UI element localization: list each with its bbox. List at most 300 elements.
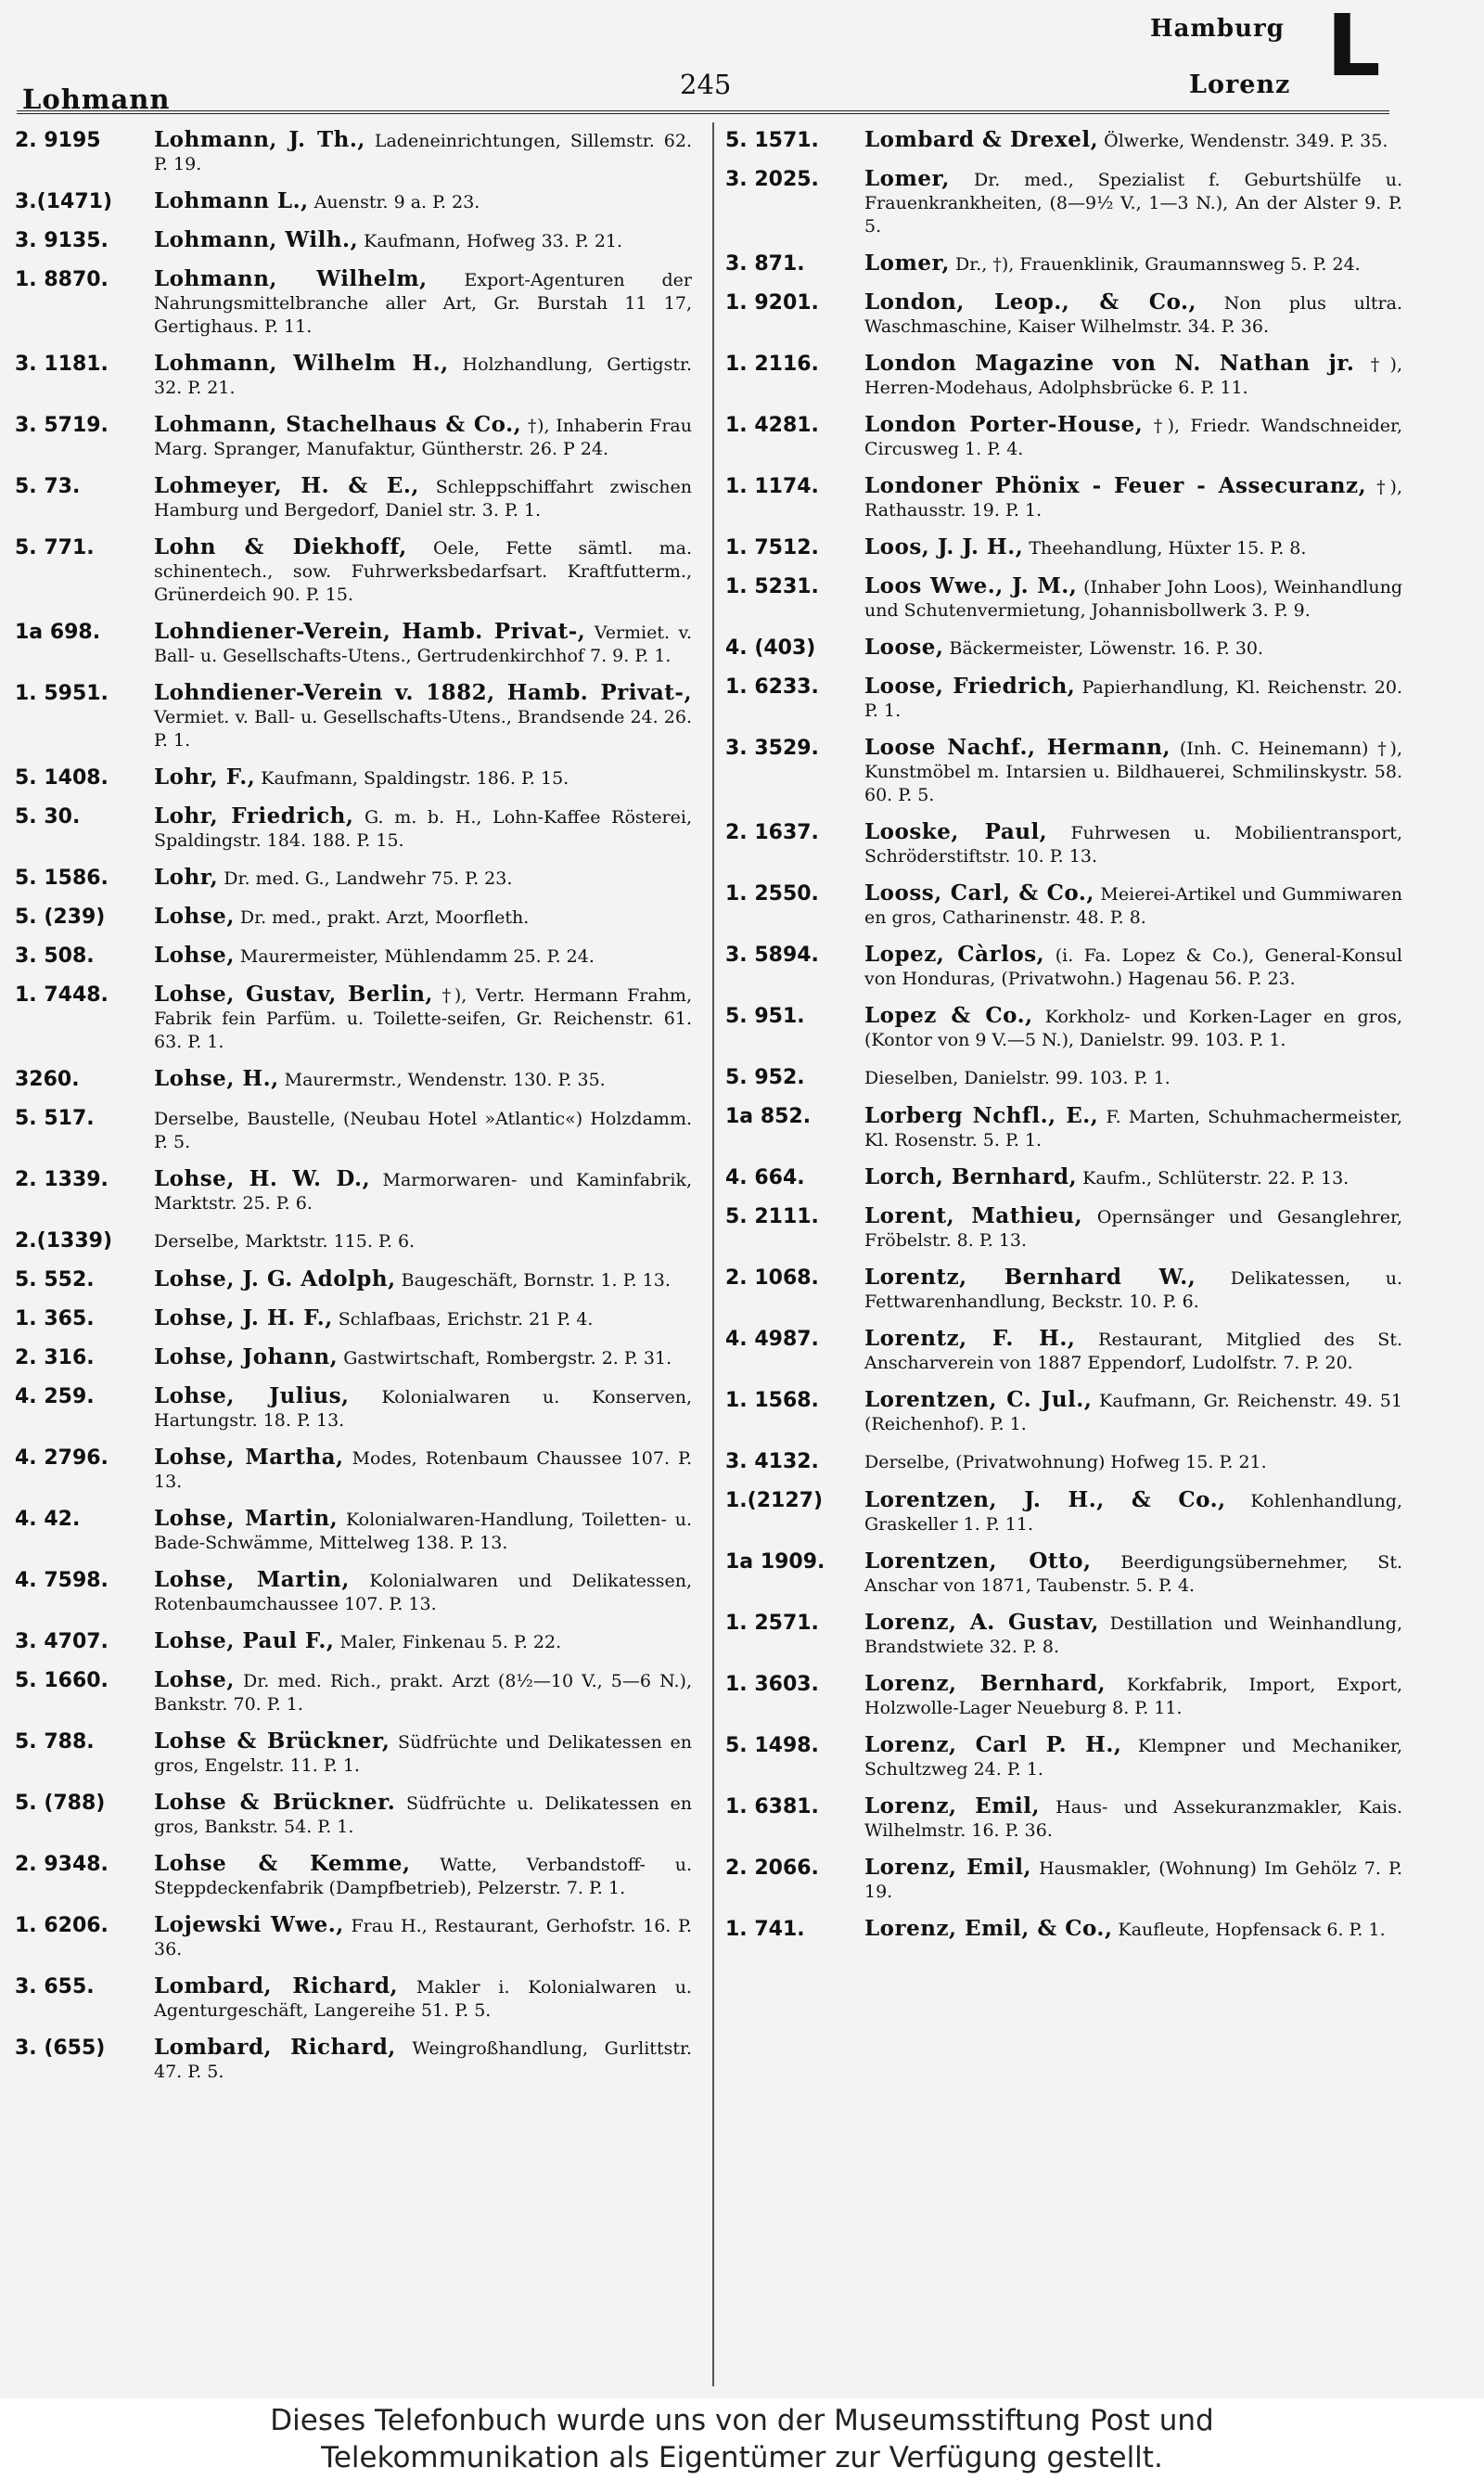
entry-body [154, 1668, 692, 1716]
entry-text: (Inh. C. Heinemann) †), Kunstmöbel m. Intarsien u. Bildhauerei, Schmilinskystr. 58. 60. P. 5. [864, 739, 1402, 805]
entry-body [864, 1165, 1402, 1191]
directory-entry [15, 267, 692, 339]
entry-text: Klempner und Mechaniker, Schultzweg 24. P. 1. [864, 1736, 1402, 1780]
entry-text: Makler i. Kolonialwaren u. Agenturgeschäft, Langereihe 51. P. 5. [154, 1977, 692, 2021]
directory-entry [725, 474, 1402, 522]
entry-phone-code: 4. 259. [15, 1385, 95, 1408]
directory-entry [15, 1629, 692, 1655]
entry-body [864, 943, 1402, 991]
entry-text: Kaufmann, Spaldingstr. 186. P. 15. [261, 768, 569, 789]
entry-body [154, 765, 692, 791]
entry-name: Lohmeyer, H. & E., [154, 473, 419, 498]
directory-entry [15, 1067, 692, 1093]
entry-phone-code: 1a 698. [15, 621, 101, 644]
entry-text: Marmorwaren- und Kaminfabrik, Marktstr. 25. P. 6. [154, 1170, 692, 1214]
directory-entry [15, 413, 692, 461]
entry-phone-code: 1. 2116. [725, 353, 819, 376]
directory-entry [15, 189, 692, 215]
entry-body [864, 352, 1402, 400]
entry-phone-code: 1. 7448. [15, 983, 109, 1007]
entry-name: Lohr, F., [154, 765, 256, 790]
entry-phone-code: 3. 655. [15, 1975, 95, 1998]
entry-text: Modes, Rotenbaum Chaussee 107. P. 13. [154, 1448, 692, 1492]
entry-text: Kolonialwaren-Handlung, Toiletten- u. Bade-Schwämme, Mittelweg 138. P. 13. [154, 1510, 692, 1553]
entry-name: Lopez, Càrlos, [864, 942, 1045, 967]
entry-body [864, 1104, 1402, 1152]
entry-name: Lohndiener-Verein v. 1882, Hamb. Privat-, [154, 680, 692, 705]
entry-body [864, 736, 1402, 807]
entry-phone-code: 1. 7512. [725, 536, 819, 559]
entry-text: Gastwirtschaft, Rombergstr. 2. P. 31. [343, 1348, 672, 1368]
entry-body [864, 1388, 1402, 1436]
entry-text: Vermiet. v. Ball- u. Gesellschafts-Utens., Gertrudenkirchhof 7. 9. P. 1. [154, 623, 692, 666]
entry-body [864, 251, 1402, 277]
directory-entry [15, 1668, 692, 1716]
directory-entry [15, 905, 692, 931]
entry-name: Lorentzen, J. H., & Co., [864, 1487, 1226, 1512]
entry-phone-code: 3. 3529. [725, 737, 819, 760]
entry-body [864, 413, 1402, 461]
directory-entry [725, 1611, 1402, 1659]
directory-entry [15, 804, 692, 853]
entry-name: London, Leop., & Co., [864, 289, 1197, 315]
entry-text: F. Marten, Schuhmachermeister, Kl. Rosenstr. 5. P. 1. [864, 1107, 1402, 1150]
entry-body [154, 267, 692, 339]
directory-entry [15, 1267, 692, 1293]
entry-name: Lombard, Richard, [154, 1973, 399, 1998]
right-column [725, 128, 1402, 1956]
entry-body [864, 574, 1402, 623]
directory-entry [725, 1065, 1402, 1091]
entry-name: Lohse, Gustav, Berlin, [154, 982, 433, 1007]
entry-phone-code: 3. 5894. [725, 944, 819, 967]
entry-text: Holzhandlung, Gertigstr. 32. P. 21. [154, 354, 693, 398]
entry-phone-code: 4. 2796. [15, 1446, 109, 1470]
entry-name: Lombard, Richard, [154, 2035, 396, 2060]
directory-entry [725, 1917, 1402, 1943]
entry-phone-code: 5. 1586. [15, 867, 109, 890]
entry-phone-code: 3. 4132. [725, 1450, 819, 1473]
entry-body [864, 1449, 1402, 1475]
entry-name: Lohse, H., [154, 1066, 279, 1091]
entry-name: Lohse & Kemme, [154, 1851, 411, 1876]
entry-text: Kaufleute, Hopfensack 6. P. 1. [1118, 1920, 1386, 1940]
entry-body [154, 1568, 692, 1616]
entry-phone-code: 2.(1339) [15, 1229, 113, 1253]
entry-body [864, 1917, 1402, 1943]
directory-entry [15, 1384, 692, 1433]
entry-body [864, 128, 1402, 154]
entry-name: Lohmann, Wilh., [154, 227, 359, 252]
entry-name: Lohn & Diekhoff, [154, 534, 407, 559]
entry-name: Lohr, [154, 865, 219, 890]
directory-entry [725, 1204, 1402, 1253]
entry-text: Südfrüchte u. Delikatessen en gros, Bankstr. 54. P. 1. [154, 1793, 692, 1837]
header-right-name: Lorenz [1189, 71, 1291, 99]
entry-body [154, 1446, 692, 1494]
directory-entry [15, 983, 692, 1054]
entry-body [154, 1852, 692, 1900]
entry-body [154, 1267, 692, 1293]
entry-text: Papierhandlung, Kl. Reichenstr. 20. P. 1. [864, 677, 1402, 721]
entry-text: Fuhrwesen u. Mobilientransport, Schröderstiftstr. 10. P. 13. [864, 823, 1402, 867]
directory-entry [725, 1856, 1402, 1904]
entry-text: Derselbe, Marktstr. 115. P. 6. [154, 1231, 416, 1252]
entry-text: Kohlenhandlung, Graskeller 1. P. 11. [864, 1491, 1402, 1535]
entry-phone-code: 1. 9201. [725, 291, 819, 315]
entry-body [154, 1507, 692, 1555]
directory-entry [15, 1167, 692, 1215]
entry-body [864, 1794, 1402, 1843]
entry-text: Hausmakler, (Wohnung) Im Gehölz 7. P. 19. [864, 1858, 1403, 1902]
entry-name: Lomer, [864, 166, 950, 191]
directory-entry [725, 1449, 1402, 1475]
entry-body [154, 128, 692, 176]
directory-entry [725, 1488, 1402, 1536]
entry-text: Beerdigungsübernehmer, St. Anschar von 1871, Taubenstr. 5. P. 4. [864, 1552, 1402, 1596]
entry-text: Dr., †), Frauenklinik, Graumannsweg 5. P. 24. [954, 254, 1361, 275]
entry-name: Lohmann L., [154, 188, 309, 213]
directory-entry [15, 1306, 692, 1332]
entry-phone-code: 3260. [15, 1068, 80, 1091]
entry-name: Lorberg Nchfl., E., [864, 1103, 1099, 1128]
entry-phone-code: 4. (403) [725, 636, 816, 660]
entry-name: Lohse, J. G. Adolph, [154, 1266, 396, 1291]
directory-entry [15, 620, 692, 668]
entry-text: Korkfabrik, Import, Export, Holzwolle-Lager Neueburg 8. P. 11. [864, 1675, 1403, 1718]
left-column [15, 128, 692, 2097]
entry-body [864, 1266, 1402, 1314]
entry-body [154, 983, 692, 1054]
entry-body [154, 1306, 692, 1332]
entry-body [864, 535, 1402, 561]
entry-body [864, 1004, 1402, 1052]
entry-text: Bäckermeister, Löwenstr. 16. P. 30. [949, 638, 1264, 659]
directory-entry [15, 765, 692, 791]
entry-phone-code: 5. 788. [15, 1730, 95, 1754]
entry-phone-code: 1. 8870. [15, 268, 109, 291]
entry-phone-code: 3. 9135. [15, 229, 109, 252]
entry-phone-code: 1. 5231. [725, 575, 819, 598]
header-city: Hamburg [1150, 15, 1285, 43]
entry-text: Maurermstr., Wendenstr. 130. P. 35. [284, 1070, 606, 1090]
entry-text: Baugeschäft, Bornstr. 1. P. 13. [401, 1270, 671, 1291]
directory-entry [725, 1733, 1402, 1781]
entry-text: Kaufmann, Gr. Reichenstr. 49. 51 (Reichenhof). P. 1. [864, 1391, 1402, 1434]
directory-entry [15, 474, 692, 522]
entry-text: Frau H., Restaurant, Gerhofstr. 16. P. 36. [154, 1916, 692, 1960]
directory-entry [725, 1104, 1402, 1152]
entry-phone-code: 5. 517. [15, 1107, 95, 1130]
entry-name: Lohse, Martha, [154, 1445, 344, 1470]
entry-text: Schlafbaas, Erichstr. 21 P. 4. [338, 1309, 594, 1330]
entry-body [864, 1611, 1402, 1659]
entry-name: Lohse, [154, 904, 235, 929]
footer-line-1: Dieses Telefonbuch wurde uns von der Museumsstiftung Post und [270, 2404, 1214, 2437]
directory-entry [725, 943, 1402, 991]
entry-name: London Porter-House, [864, 412, 1144, 437]
entry-phone-code: 1. 1568. [725, 1389, 819, 1412]
entry-name: Lohmann, Wilhelm, [154, 266, 428, 291]
entry-text: Kolonialwaren u. Konserven, Hartungstr. 18. P. 13. [154, 1387, 693, 1431]
entry-body [864, 1065, 1402, 1091]
entry-body [154, 413, 692, 461]
entry-text: †), Friedr. Wandschneider, Circusweg 1. P. 4. [864, 416, 1403, 459]
page-number: 245 [680, 69, 732, 100]
entry-body [154, 189, 692, 215]
entry-body [154, 905, 692, 931]
entry-text: (i. Fa. Lopez & Co.), General-Konsul von Honduras, (Privatwohn.) Hagenau 56. P. 23. [864, 945, 1402, 989]
entry-name: Lorentz, F. H., [864, 1326, 1076, 1351]
entry-name: Loos Wwe., J. M., [864, 573, 1078, 598]
entry-text: Ladeneinrichtungen, Sillemstr. 62. P. 19. [154, 131, 692, 174]
entry-text: (Inhaber John Loos), Weinhandlung und Schutenvermietung, Johannisbollwerk 3. P. 9. [864, 577, 1402, 621]
entry-phone-code: 5. (239) [15, 906, 106, 929]
directory-entry [15, 1913, 692, 1961]
entry-phone-code: 5. 2111. [725, 1205, 819, 1228]
entry-name: Lohmann, J. Th., [154, 127, 365, 152]
entry-name: London Magazine von N. Nathan jr. [864, 351, 1355, 376]
entry-phone-code: 3. 4707. [15, 1630, 109, 1653]
entry-phone-code: 1. 2550. [725, 882, 819, 906]
entry-body [154, 1974, 692, 2023]
entry-phone-code: 2. 9348. [15, 1853, 109, 1876]
directory-entry [725, 675, 1402, 723]
entry-body [154, 1345, 692, 1371]
entry-phone-code: 5. (788) [15, 1792, 106, 1815]
entry-text: Dr. med. G., Landwehr 75. P. 23. [224, 868, 513, 889]
entry-text: Maler, Finkenau 5. P. 22. [339, 1632, 562, 1652]
entry-phone-code: 3. 5719. [15, 414, 109, 437]
entry-body [864, 1327, 1402, 1375]
header-left-name: Lohmann [22, 84, 171, 115]
entry-text: †), Rathausstr. 19. P. 1. [864, 477, 1402, 520]
entry-text: Dr. med. Rich., prakt. Arzt (8½—10 V., 5—6 N.), Bankstr. 70. P. 1. [154, 1671, 692, 1715]
entry-body [864, 1856, 1402, 1904]
entry-name: Lombard & Drexel, [864, 127, 1099, 152]
entry-body [154, 681, 692, 752]
entry-name: Lorenz, Carl P. H., [864, 1732, 1122, 1757]
entry-name: Lorentz, Bernhard W., [864, 1265, 1196, 1290]
entry-body [154, 1791, 692, 1839]
entry-body [864, 1204, 1402, 1253]
entry-phone-code: 4. 664. [725, 1166, 805, 1189]
entry-body [154, 474, 692, 522]
directory-entry [15, 1729, 692, 1778]
entry-text: Dr. med., Spezialist f. Geburtshülfe u. Frauenkrankheiten, (8—9½ V., 1—3 N.), An der Alster 9. P. 5. [864, 170, 1402, 237]
entry-name: Lohse, [154, 943, 235, 968]
directory-entry [15, 1106, 692, 1154]
entry-phone-code: 1.(2127) [725, 1489, 824, 1512]
entry-text: Oele, Fette sämtl. ma. schinentech., sow. Fuhrwerksbedarfsart. Kraftfutterm., Grünerdeich 90. P. 15. [154, 538, 693, 605]
entry-phone-code: 2. 1637. [725, 821, 819, 844]
directory-entry [15, 1568, 692, 1616]
entry-name: Lorenz, Emil, [864, 1855, 1031, 1880]
directory-entry [725, 413, 1402, 461]
entry-text: Vermiet. v. Ball- u. Gesellschafts-Utens., Brandsende 24. 26. P. 1. [154, 707, 692, 751]
entry-body [154, 1913, 692, 1961]
entry-text: G. m. b. H., Lohn-Kaffee Rösterei, Spaldingstr. 184. 188. P. 15. [154, 807, 693, 851]
entry-body [864, 1733, 1402, 1781]
entry-body [154, 2036, 692, 2084]
footer-line-2: Telekommunikation als Eigentümer zur Verfügung gestellt. [321, 2441, 1163, 2474]
entry-phone-code: 1. 3603. [725, 1673, 819, 1696]
entry-text: Südfrüchte und Delikatessen en gros, Engelstr. 11. P. 1. [154, 1732, 693, 1776]
entry-phone-code: 1. 6206. [15, 1914, 109, 1937]
entry-phone-code: 1. 741. [725, 1918, 805, 1941]
directory-entry [15, 1228, 692, 1254]
entry-body [864, 1488, 1402, 1536]
entry-name: Loose, Friedrich, [864, 674, 1076, 699]
directory-entry [15, 1446, 692, 1494]
entry-name: Lohse, Martin, [154, 1506, 339, 1531]
entry-body [154, 1167, 692, 1215]
entry-name: Lohse, [154, 1667, 235, 1692]
entry-text: Schleppschiffahrt zwischen Hamburg und Bergedorf, Daniel str. 3. P. 1. [154, 477, 692, 520]
entry-body [864, 1672, 1402, 1720]
entry-name: Lohse, J. H. F., [154, 1305, 333, 1330]
entry-name: Lopez & Co., [864, 1003, 1033, 1028]
directory-entry [15, 535, 692, 607]
entry-name: Loose Nachf., Hermann, [864, 735, 1171, 760]
entry-name: Lorenz, Emil, [864, 1793, 1041, 1818]
entry-text: Delikatessen, u. Fettwarenhandlung, Beckstr. 10. P. 6. [864, 1268, 1402, 1312]
entry-name: Lohse & Brückner, [154, 1728, 390, 1754]
directory-entry [15, 1974, 692, 2023]
entry-text: Dr. med., prakt. Arzt, Moorfleth. [239, 907, 530, 928]
entry-name: Lorenz, Bernhard, [864, 1671, 1107, 1696]
entry-body [154, 944, 692, 970]
directory-entry [725, 1327, 1402, 1375]
entry-body [864, 881, 1402, 930]
entry-phone-code: 5. 30. [15, 805, 81, 829]
entry-phone-code: 3. 871. [725, 252, 805, 276]
entry-phone-code: 3. 2025. [725, 168, 819, 191]
entry-body [864, 167, 1402, 238]
entry-name: Lojewski Wwe., [154, 1912, 344, 1937]
directory-entry [15, 944, 692, 970]
entry-body [864, 675, 1402, 723]
directory-entry [15, 1852, 692, 1900]
entry-name: Lorenz, Emil, & Co., [864, 1916, 1113, 1941]
entry-text: †), Vertr. Hermann Frahm, Fabrik fein Parfüm. u. Toilette-seifen, Gr. Reichenstr. 61. 63. P. 1. [154, 985, 692, 1052]
directory-entry [15, 352, 692, 400]
directory-entry [15, 228, 692, 254]
directory-entry [725, 636, 1402, 662]
directory-entry [15, 128, 692, 176]
entry-phone-code: 5. 552. [15, 1268, 95, 1291]
entry-text: Opernsänger und Gesanglehrer, Fröbelstr. 8. P. 13. [864, 1207, 1402, 1251]
entry-text: Non plus ultra. Waschmaschine, Kaiser Wilhelmstr. 34. P. 36. [864, 293, 1402, 337]
entry-name: Loos, J. J. H., [864, 534, 1024, 559]
directory-entry [725, 535, 1402, 561]
entry-name: Lomer, [864, 251, 950, 276]
entry-body [154, 866, 692, 892]
directory-entry [725, 1266, 1402, 1314]
directory-entry [15, 2036, 692, 2084]
entry-phone-code: 4. 4987. [725, 1328, 819, 1351]
entry-text: Watte, Verbandstoff- u. Steppdeckenfabrik (Dampfbetrieb), Pelzerstr. 7. P. 1. [154, 1855, 692, 1898]
entry-phone-code: 5. 1498. [725, 1734, 819, 1757]
directory-entry [15, 681, 692, 752]
entry-name: Lohmann, Stachelhaus & Co., [154, 412, 522, 437]
directory-entry [725, 1794, 1402, 1843]
entry-body [154, 228, 692, 254]
entry-body [154, 352, 692, 400]
directory-entry [15, 1507, 692, 1555]
entry-phone-code: 5. 1660. [15, 1669, 109, 1692]
entry-phone-code: 3. 508. [15, 944, 95, 968]
directory-entry [725, 736, 1402, 807]
entry-name: Lohse, Paul F., [154, 1628, 335, 1653]
entry-text: Meierei-Artikel und Gummiwaren en gros, Catharinenstr. 48. P. 8. [864, 884, 1403, 928]
entry-body [154, 535, 692, 607]
directory-entry [725, 251, 1402, 277]
entry-phone-code: 5. 1571. [725, 129, 819, 152]
entry-body [154, 804, 692, 853]
directory-entry [725, 820, 1402, 868]
page-header [0, 0, 1484, 122]
entry-phone-code: 5. 771. [15, 536, 95, 559]
entry-text: Korkholz- und Korken-Lager en gros, (Kontor von 9 V.—5 N.), Danielstr. 99. 103. P. 1. [864, 1007, 1402, 1050]
entry-body [864, 474, 1402, 522]
entry-name: Londoner Phönix - Feuer - Assecuranz, [864, 473, 1367, 498]
entry-name: Lorenz, A. Gustav, [864, 1610, 1099, 1635]
entry-text: Restaurant, Mitglied des St. Anscharverein von 1887 Eppendorf, Ludolfstr. 7. P. 20. [864, 1330, 1402, 1373]
entry-text: Kolonialwaren und Delikatessen, Rotenbaumchaussee 107. P. 13. [154, 1571, 692, 1614]
entry-phone-code: 1. 5951. [15, 682, 109, 705]
entry-phone-code: 2. 1339. [15, 1168, 109, 1191]
entry-body [864, 1549, 1402, 1598]
entry-phone-code: 1a 852. [725, 1105, 812, 1128]
entry-text: Maurermeister, Mühlendamm 25. P. 24. [239, 946, 595, 967]
directory-entry [725, 1672, 1402, 1720]
entry-phone-code: 1. 365. [15, 1307, 95, 1330]
entry-name: Lohmann, Wilhelm H., [154, 351, 449, 376]
footer-note [0, 2398, 1484, 2480]
entry-phone-code: 1a 1909. [725, 1550, 825, 1574]
entry-phone-code: 2. 316. [15, 1346, 95, 1369]
entry-name: Lorch, Bernhard, [864, 1164, 1078, 1189]
entry-name: Lohndiener-Verein, Hamb. Privat-, [154, 619, 586, 644]
entry-name: Looss, Carl, & Co., [864, 880, 1094, 906]
entry-body [154, 1384, 692, 1433]
entry-phone-code: 4. 42. [15, 1508, 81, 1531]
entry-phone-code: 5. 1408. [15, 766, 109, 790]
entry-text: Dieselben, Danielstr. 99. 103. P. 1. [864, 1068, 1171, 1088]
entry-phone-code: 4. 7598. [15, 1569, 109, 1592]
entry-phone-code: 1. 6233. [725, 675, 819, 699]
directory-entry [725, 290, 1402, 339]
entry-phone-code: 5. 951. [725, 1005, 805, 1028]
entry-name: Lohse, H. W. D., [154, 1166, 371, 1191]
entry-phone-code: 3. 1181. [15, 353, 109, 376]
header-rule [17, 110, 1389, 114]
entry-body [154, 1067, 692, 1093]
entry-name: Lorent, Mathieu, [864, 1203, 1083, 1228]
entry-body [864, 820, 1402, 868]
entry-phone-code: 2. 2066. [725, 1857, 819, 1880]
entry-phone-code: 1. 6381. [725, 1795, 819, 1818]
entry-text: †), Herren-Modehaus, Adolphsbrücke 6. P. 11. [864, 354, 1403, 398]
directory-entry [725, 574, 1402, 623]
entry-name: Loose, [864, 635, 944, 660]
entry-body [154, 1729, 692, 1778]
entry-name: Looske, Paul, [864, 819, 1048, 844]
entry-body [154, 1228, 692, 1254]
entry-phone-code: 5. 73. [15, 475, 81, 498]
directory-entry [725, 1549, 1402, 1598]
